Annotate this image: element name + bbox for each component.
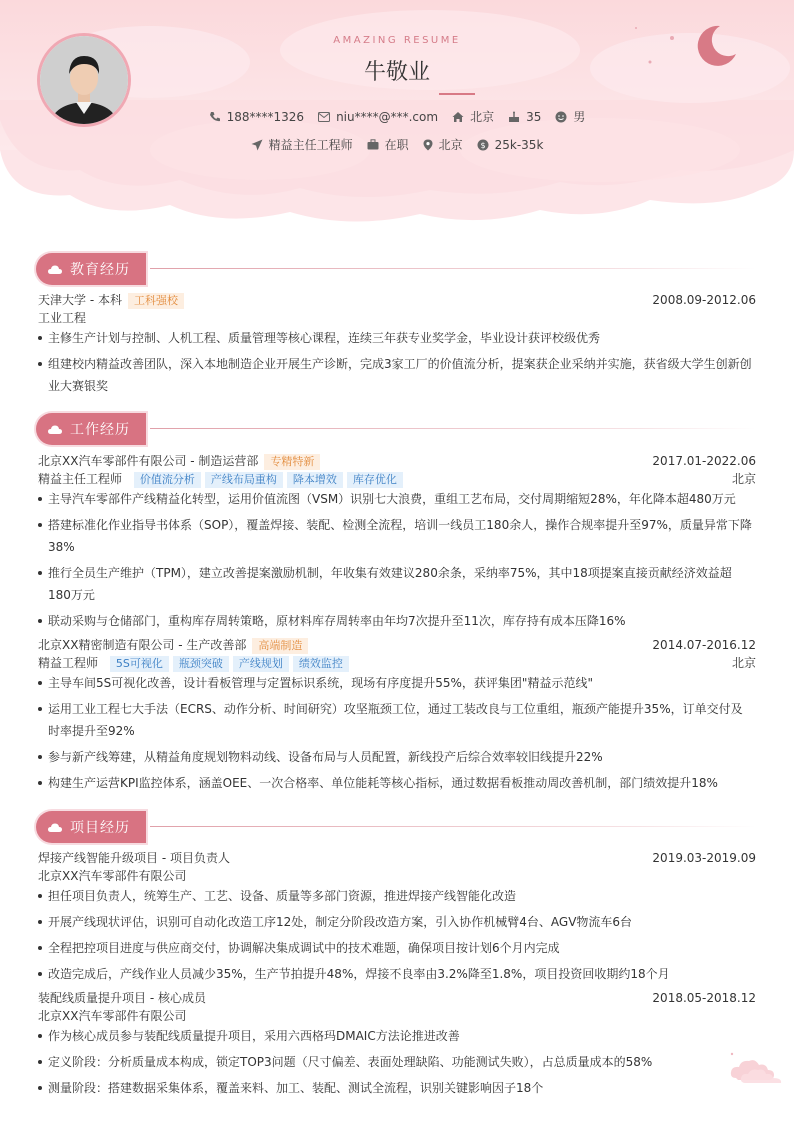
section-divider <box>150 428 756 429</box>
work-section-header <box>36 413 756 445</box>
company-tag: 专精特新 <box>264 454 320 470</box>
cloud-icon <box>48 823 62 832</box>
email-item <box>318 110 438 124</box>
skill-tag: 5S可视化 <box>110 656 169 672</box>
job-city: 北京 <box>731 472 756 486</box>
list-item: 搭建标准化作业指导书体系（SOP），覆盖焊接、装配、检测全流程，培训一线员工180余人，操作合规率提升至97%，质量异常下降38% <box>38 514 754 558</box>
resume-subtitle: AMAZING RESUME <box>333 35 461 46</box>
age-value: 35 <box>526 109 542 124</box>
project-title-row <box>38 990 756 1006</box>
education-date: 2008.09-2012.06 <box>652 293 756 307</box>
list-item: 参与新产线筹建，从精益角度规划物料动线、设备布局与人员配置，新线投产后综合效率较旧线提升22% <box>38 746 754 768</box>
gender-value: 男 <box>573 110 586 124</box>
location-value: 北京 <box>470 110 495 124</box>
school-name: 天津大学 - 本科 <box>38 293 122 307</box>
project-date: 2019.03-2019.09 <box>652 851 756 865</box>
project-company: 北京XX汽车零部件有限公司 <box>38 1009 187 1023</box>
target-city-item <box>423 136 463 153</box>
skill-tag: 产线规划 <box>233 656 289 672</box>
job-company-row <box>38 453 756 470</box>
skill-tag: 降本增效 <box>287 472 343 488</box>
skill-tag: 瓶颈突破 <box>173 656 229 672</box>
list-item: 运用工业工程七大手法（ECRS、动作分析、时间研究）攻坚瓶颈工位，通过工装改良与工位重组，瓶颈产能提升35%，订单交付及时率提升至92% <box>38 698 754 742</box>
cloud-icon <box>48 265 62 274</box>
project-name: 焊接产线智能升级项目 - 项目负责人 <box>38 851 230 865</box>
project-name: 装配线质量提升项目 - 核心成员 <box>38 991 206 1005</box>
svg-text:$: $ <box>480 140 486 150</box>
section-divider <box>150 268 756 269</box>
skill-tag: 产线布局重构 <box>205 472 283 488</box>
list-item: 推行全员生产维护（TPM），建立改善提案激励机制，年收集有效建议280余条，采纳率75%，其中18项提案直接贡献经济效益超180万元 <box>38 562 754 606</box>
company-name: 北京XX精密制造有限公司 - 生产改善部 <box>38 638 247 652</box>
list-item: 组建校内精益改善团队，深入本地制造企业开展生产诊断，完成3家工厂的价值流分析，提案获企业采纳并实施，获省级大学生创新创业大赛银奖 <box>38 353 754 397</box>
list-item: 改造完成后，产线作业人员减少35%，生产节拍提升48%，焊接不良率由3.2%降至1.8%，项目投资回收期约18个月 <box>38 963 754 985</box>
projects-section-header <box>36 811 756 843</box>
project-company-row <box>38 1008 756 1024</box>
email-value: niu****@***.com <box>336 109 439 124</box>
section-title-pill <box>36 811 146 843</box>
job-city: 北京 <box>731 656 756 670</box>
phone-value: 188****1326 <box>226 109 305 124</box>
skill-tag: 绩效监控 <box>293 656 349 672</box>
job-date: 2014.07-2016.12 <box>652 638 756 652</box>
job-intent-row <box>0 136 794 153</box>
send-icon <box>251 139 263 151</box>
contact-info-row <box>0 108 794 125</box>
salary-value: 25k-35k <box>494 137 544 152</box>
status-value: 在职 <box>384 138 409 152</box>
briefcase-icon <box>367 139 379 150</box>
gender-item <box>555 108 585 125</box>
list-item: 联动采购与仓储部门，重构库存周转策略，原材料库存周转率由年均7次提升至11次，库存持有成本压降16% <box>38 610 754 632</box>
list-item: 主导车间5S可视化改善，设计看板管理与定置标识系统，现场有序度提升55%，获评集团"精益示范线" <box>38 672 754 694</box>
company-name: 北京XX汽车零部件有限公司 - 制造运营部 <box>38 454 259 468</box>
project-title-row <box>38 850 756 866</box>
section-divider <box>150 826 756 827</box>
target-city-value: 北京 <box>438 138 463 152</box>
age-item <box>508 110 541 124</box>
status-item <box>367 136 409 153</box>
project-company: 北京XX汽车零部件有限公司 <box>38 869 187 883</box>
map-pin-icon <box>423 139 433 151</box>
job-role-row <box>38 471 756 488</box>
job-company-row <box>38 637 756 654</box>
list-item: 全程把控项目进度与供应商交付，协调解决集成调试中的技术难题，确保项目按计划6个月内完成 <box>38 937 754 959</box>
section-title-pill <box>36 253 146 285</box>
education-row <box>38 292 756 309</box>
decorative-cloud-icon <box>728 1048 784 1086</box>
job-date: 2017.01-2022.06 <box>652 454 756 468</box>
skill-tag: 价值流分析 <box>134 472 201 488</box>
list-item: 主导汽车零部件产线精益化转型，运用价值流图（VSM）识别七大浪费，重组工艺布局，交付周期缩短28%，年化降本超480万元 <box>38 488 754 510</box>
list-item: 开展产线现状评估，识别可自动化改造工序12处，制定分阶段改造方案，引入协作机械臂4台、AGV物流车6台 <box>38 911 754 933</box>
phone-icon <box>209 111 221 123</box>
home-icon <box>452 111 464 123</box>
job-role: 精益主任工程师 <box>38 472 123 486</box>
list-item: 构建生产运营KPI监控体系，涵盖OEE、一次合格率、单位能耗等核心指标，通过数据看板推动周改善机制，部门绩效提升18% <box>38 772 754 794</box>
list-item: 主修生产计划与控制、人机工程、质量管理等核心课程，连续三年获专业奖学金，毕业设计获评校级优秀 <box>38 327 754 349</box>
section-title: 工作经历 <box>70 422 130 438</box>
list-item: 测量阶段：搭建数据采集体系，覆盖来料、加工、装配、测试全流程，识别关键影响因子18个 <box>38 1077 754 1099</box>
section-title-pill <box>36 413 146 445</box>
section-title: 项目经历 <box>70 820 130 836</box>
job-role: 精益工程师 <box>38 656 99 670</box>
major: 工业工程 <box>38 311 87 325</box>
education-section-header <box>36 253 756 285</box>
cloud-icon <box>48 425 62 434</box>
list-item: 定义阶段：分析质量成本构成，锁定TOP3问题（尺寸偏差、表面处理缺陷、功能测试失败），占总质量成本的58% <box>38 1051 754 1073</box>
company-tag: 高端制造 <box>252 638 308 654</box>
list-item: 担任项目负责人，统筹生产、工艺、设备、质量等多部门资源，推进焊接产线智能化改造 <box>38 885 754 907</box>
money-icon <box>477 139 489 151</box>
name-underline <box>439 93 475 95</box>
salary-item <box>477 138 544 152</box>
phone-item <box>209 110 304 124</box>
project-company-row <box>38 868 756 884</box>
mail-icon <box>318 112 330 122</box>
candidate-name: 牛敬业 <box>363 60 430 85</box>
position-value: 精益主任工程师 <box>268 138 353 152</box>
project-date: 2018.05-2018.12 <box>652 991 756 1005</box>
major-row <box>38 310 756 326</box>
skill-tag: 库存优化 <box>347 472 403 488</box>
location-item <box>452 108 494 125</box>
section-title: 教育经历 <box>70 262 130 278</box>
cake-icon <box>508 111 520 123</box>
list-item: 作为核心成员参与装配线质量提升项目，采用六西格玛DMAIC方法论推进改善 <box>38 1025 754 1047</box>
job-role-row <box>38 655 756 672</box>
position-item <box>251 136 353 153</box>
smile-icon <box>555 111 567 123</box>
school-tag: 工科强校 <box>128 293 184 309</box>
